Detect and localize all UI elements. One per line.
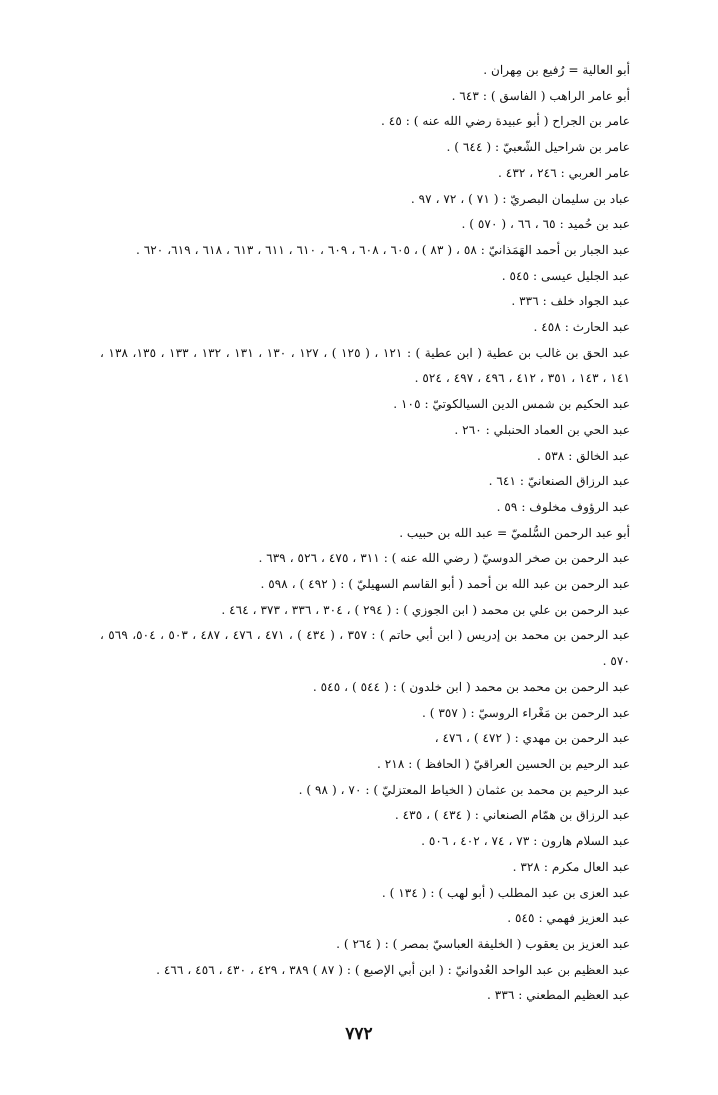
- index-entry: عبد الرحمن بن محمد بن محمد ( ابن خلدون ) : ( ٥٤٤ ) ، ٥٤٥ .: [312, 679, 630, 694]
- index-entry: عبد السلام هارون : ٧٣ ، ٧٤ ، ٤٠٢ ، ٥٠٦ .: [421, 834, 630, 849]
- index-entry: عبد الجواد خلف : ٣٣٦ .: [511, 294, 630, 309]
- index-entry: عبد الرحمن بن مهدي : ( ٤٧٢ ) ، ٤٧٦ ،: [434, 731, 630, 746]
- index-entry: عباد بن سليمان البصريّ : ( ٧١ ) ، ٧٢ ، ٩٧ .: [410, 191, 630, 206]
- index-entry: عبد العزيز فهمي : ٥٤٥ .: [507, 911, 630, 926]
- index-entry: عامر بن الجراح ( أبو عبيدة رضي الله عنه ) : ٤٥ .: [381, 114, 630, 129]
- index-entry: عبد الحارث : ٤٥٨ .: [533, 320, 630, 335]
- index-entry: عبد الحق بن غالب بن عطية ( ابن عطية ) : ١٢١ ، ( ١٢٥ ) ، ١٢٧ ، ١٣٠ ، ١٣١ ، ١٣٢ ، ١٣٣ ، ١٣٥، ١٣٨ ، ١٤١ ، ١٤٣ ، ٣٥١ ، ٤١٢ ، ٤٩٦ ، ٤٩٧ ، ٥٢٤ .: [100, 345, 631, 386]
- index-entry: عبد العال مكرم : ٣٢٨ .: [512, 859, 630, 874]
- index-entry: عبد العظيم بن عبد الواحد العُدوانيّ : ( ابن أبي الإصبع ) : ( ٨٧ ) ٣٨٩ ، ٤٢٩ ، ٤٣٠ ، ٤٥٦ ، ٤٦٦ .: [156, 962, 630, 977]
- index-entry: عبد الرحمن بن علي بن محمد ( ابن الجوزي ) : ( ٢٩٤ ) ، ٣٠٤ ، ٣٣٦ ، ٣٧٣ ، ٤٦٤ .: [221, 602, 630, 617]
- index-entry: عبد الرحيم بن محمد بن عثمان ( الخياط المعتزليّ ) : ٧٠ ، ( ٩٨ ) .: [298, 782, 630, 797]
- index-entry: عامر بن شراحيل الشّعبيّ : ( ٦٤٤ ) .: [446, 140, 630, 155]
- index-entry: عبد الجليل عيسى : ٥٤٥ .: [501, 268, 630, 283]
- index-entry: عبد الرزاق الصنعانيّ : ٦٤١ .: [488, 474, 630, 489]
- index-entry: عبد الرحمن بن عبد الله بن أحمد ( أبو القاسم السهيليّ ) : ( ٤٩٢ ) ، ٥٩٨ .: [260, 577, 630, 592]
- index-entry: عبد العظيم المطعني : ٣٣٦ .: [487, 988, 630, 1003]
- page-number: ٧٧٢: [345, 1024, 373, 1044]
- index-entry-list: [100, 58, 630, 1009]
- index-entry: أبو عبد الرحمن السُّلميّ = عبد الله بن حبيب .: [399, 525, 630, 540]
- index-entry: عبد الرحمن بن محمد بن إدريس ( ابن أبي حاتم ) : ٣٥٧ ، ( ٤٣٤ ) ، ٤٧١ ، ٤٧٦ ، ٤٨٧ ، ٥٠٣ ، ٥٠٤، ٥٦٩ ، ٥٧٠ .: [100, 628, 631, 669]
- index-entry: عبد الرحمن بن صخر الدوسيّ ( رضي الله عنه ) : ٣١١ ، ٤٧٥ ، ٥٢٦ ، ٦٣٩ .: [258, 551, 630, 566]
- index-entry: عبد العزى بن عبد المطلب ( أبو لهب ) : ( ١٣٤ ) .: [381, 885, 630, 900]
- index-entry: عبد الحي بن العماد الحنبلي : ٢٦٠ .: [454, 422, 630, 437]
- index-entry: عبد العزيز بن يعقوب ( الخليفة العباسيّ بمصر ) : ( ٢٦٤ ) .: [336, 936, 630, 951]
- index-entry: عبد الحكيم بن شمس الدين السيالكوتيّ : ١٠٥ .: [393, 397, 630, 412]
- index-entry: عبد الرزاق بن همّام الصنعاني : ( ٤٣٤ ) ، ٤٣٥ .: [394, 808, 630, 823]
- index-entry: عبد الخالق : ٥٣٨ .: [536, 448, 630, 463]
- index-entry: عبد الجبار بن أحمد الهَمَذانيّ : ٥٨ ، ( ٨٣ ) ، ٦٠٥ ، ٦٠٨ ، ٦٠٩ ، ٦١٠ ، ٦١١ ، ٦١٣ ، ٦١٨ ، ٦١٩، ٦٢٠ .: [135, 242, 630, 257]
- index-entry: عبد الرحمن بن مَغْراء الروسيّ : ( ٣٥٧ ) .: [421, 705, 630, 720]
- index-entry: أبو العالية = رُفيع بن مِهران .: [483, 63, 630, 77]
- index-entry: عامر العربي : ٢٤٦ ، ٤٣٢ .: [498, 165, 630, 180]
- index-entry: أبو عامر الراهب ( الفاسق ) : ٦٤٣ .: [451, 88, 630, 103]
- index-entry: عبد بن حُميد : ٦٥ ، ٦٦ ، ( ٥٧٠ ) .: [461, 217, 630, 232]
- index-entry: عبد الرؤوف مخلوف : ٥٩ .: [496, 499, 630, 514]
- index-entry: عبد الرحيم بن الحسين العراقيّ ( الحافظ ) : ٢١٨ .: [377, 756, 630, 771]
